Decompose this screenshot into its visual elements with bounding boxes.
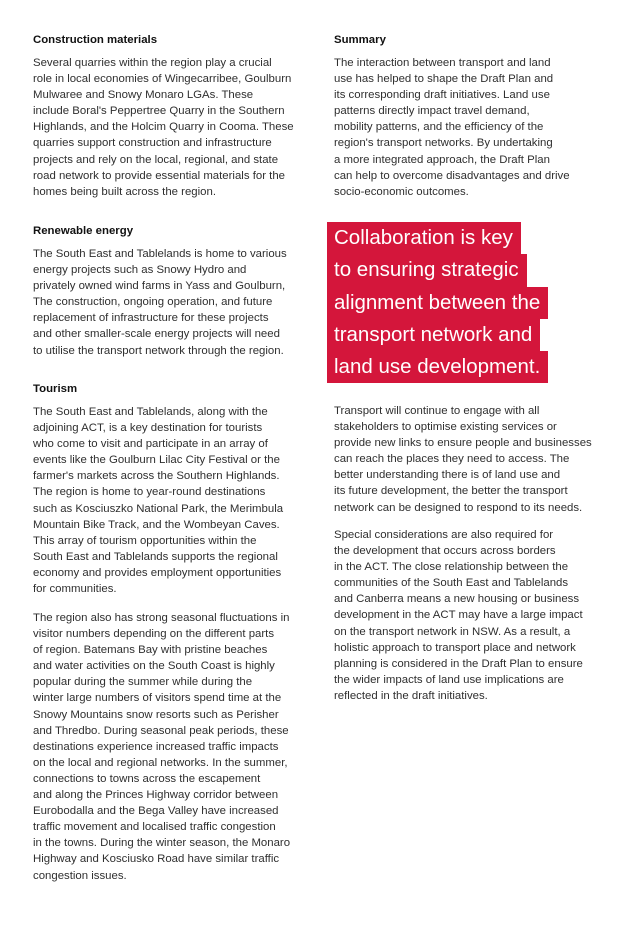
renewable-body: The South East and Tablelands is home to various energy projects such as Snowy Hydro and privately owned wind farms in Yass and Goulburn, The construction, ongoing operation, and future replacement of infrastructure for these projects and other smaller-scale energy projects will need to utilise the transport network through the region.: [33, 248, 287, 357]
pull-quote-line: alignment between the: [327, 287, 548, 319]
tourism-heading: Tourism: [33, 383, 78, 395]
construction-heading: Construction materials: [33, 34, 158, 46]
pull-quote-line: land use development.: [327, 351, 548, 383]
transport-engagement-paragraph: Transport will continue to engage with all stakeholders to optimise existing services or provide new links to ensure people and businesses can reach the places they need to access. The better understanding there is of land use and its future development, the better the transport network can be designed to respond to its needs.: [334, 405, 592, 514]
pull-quote: [327, 222, 577, 383]
renewable-heading: Renewable energy: [33, 225, 134, 237]
cross-border-paragraph: Special considerations are also required for the development that occurs across borders in the ACT. The close relationship between the communities of the South East and Tablelands and Canberra means a new housing or business development in the ACT may have a large impact on the transport network in NSW. As a result, a holistic approach to transport place and network planning is considered in the Draft Plan to ensure the wider impacts of land use implications are reflected in the draft initiatives.: [334, 529, 583, 702]
pull-quote-line: transport network and: [327, 319, 540, 351]
summary-heading: Summary: [334, 34, 386, 46]
construction-body: Several quarries within the region play a crucial role in local economies of Wingecarribee, Goulburn Mulwaree and Snowy Monaro LGAs. These include Boral's Peppertree Quarry in the Southern Highlands, and the Holcim Quarry in Cooma. These quarries support construction and infrastructure projects and rely on the local, regional, and state road network to provide essential materials for the homes being built across the region.: [33, 57, 294, 198]
pull-quote-line: to ensuring strategic: [327, 254, 527, 286]
pull-quote-line: Collaboration is key: [327, 222, 521, 254]
summary-body: The interaction between transport and land use has helped to shape the Draft Plan and its corresponding draft initiatives. Land use patterns directly impact travel demand, mobility patterns, and the efficiency of the region's transport networks. By undertaking a more integrated approach, the Draft Plan can help to overcome disadvantages and drive socio-economic outcomes.: [334, 57, 570, 198]
tourism-body-2: The region also has strong seasonal fluctuations in visitor numbers depending on the different parts of region. Batemans Bay with pristine beaches and water activities on the South Coast is highly popular during the summer while during the winter large numbers of visitors spend time at the Snowy Mountains snow resorts such as Perisher and Thredbo. During seasonal peak periods, these destinations experience increased traffic impacts on the local and regional networks. In the summer, connections to towns across the escapement and along the Princes Highway corridor between Eurobodalla and the Bega Valley have increased traffic movement and localised traffic congestion in the towns. During the winter season, the Monaro Highway and Kosciusko Road have similar traffic congestion issues.: [33, 612, 291, 882]
tourism-body-1: The South East and Tablelands, along with the adjoining ACT, is a key destination for tourists who come to visit and participate in an array of events like the Goulburn Lilac City Festival or the farmer's markets across the Southern Highlands. The region is home to year-round destinations such as Kosciuszko National Park, the Merimbula Mountain Bike Track, and the Wombeyan Caves. This array of tourism opportunities within the South East and Tablelands supports the regional economy and provides employment opportunities for communities.: [33, 406, 284, 596]
